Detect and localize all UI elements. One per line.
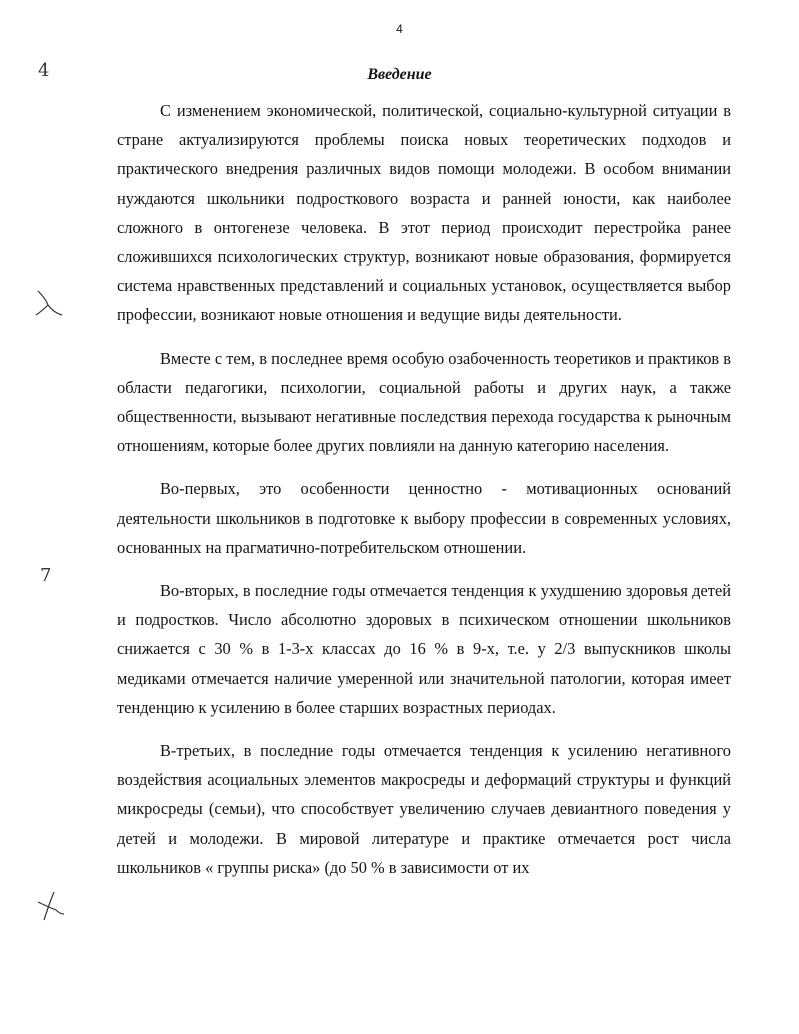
margin-check-mark	[36, 890, 66, 922]
paragraph: В-третьих, в последние годы отмечается тенденция к усилению негативного воздействия асоциальных элементов макросреды и деформаций структуры и функций микросреды (семьи), что способствует увеличению случаев девиантного поведения у детей и молодежи. В мировой литературе и практике отмечается рост числа школьников « группы риска» (до 50 % в зависимости от их	[117, 741, 731, 877]
paragraph: С изменением экономической, политической, социально-культурной ситуации в стране актуализируются проблемы поиска новых теоретических подходов и практического внедрения различных видов помощи молодежи. В особом внимании нуждаются школьники подросткового возраста и ранней юности, как наиболее сложного в онтогенезе человека. В этот период происходит перестройка ранее сложившихся психологических структур, возникают новые образования, формируется система нравственных представлений и социальных установок, осуществляется выбор профессии, возникают новые отношения и ведущие виды деятельности.	[117, 101, 731, 325]
section-heading: Введение	[367, 66, 432, 83]
page-number: 4	[396, 22, 403, 36]
paragraph: Во-вторых, в последние годы отмечается тенденция к ухудшению здоровья детей и подростков. Число абсолютно здоровых в психическом отношении школьников снижается с 30 % в 1-3-х классах до 16 % в 9-х, т.е. у 2/3 выпускников школы медиками отмечается наличие умеренной или значительной патологии, которая имеет тенденцию к усилению в более старших возрастных периодах.	[117, 581, 731, 717]
paragraph: Во-первых, это особенности ценностно - мотивационных оснований деятельности школьников в подготовке к выбору профессии в современных условиях, основанных на прагматично-потребительском отношении.	[117, 479, 731, 557]
margin-handwritten-mark: 4	[38, 60, 50, 81]
margin-handwritten-mark: 7	[40, 565, 52, 586]
document-body	[117, 96, 731, 896]
paragraph: Вместе с тем, в последнее время особую озабоченность теоретиков и практиков в области педагогики, психологии, социальной работы и других наук, а также общественности, вызывают негативные последствия перехода государства к рыночным отношениям, которые более других повлияли на данную категорию населения.	[117, 348, 731, 456]
margin-check-mark	[34, 287, 64, 319]
